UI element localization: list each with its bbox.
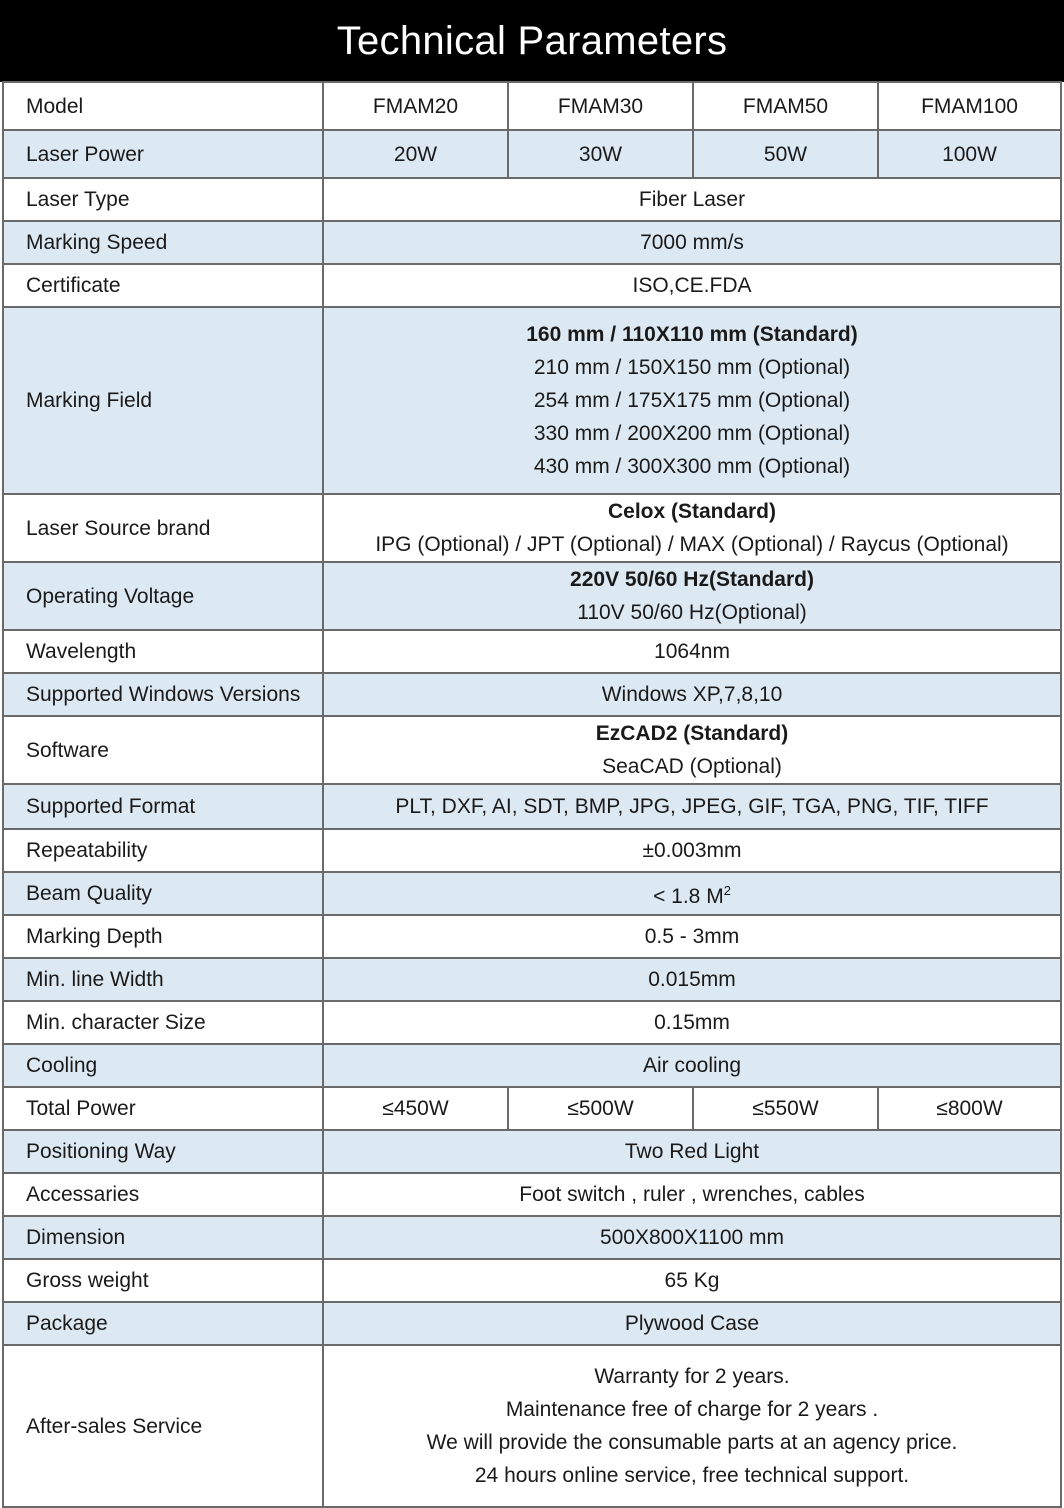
row-label: Laser Type	[3, 178, 323, 221]
optional-option: 254 mm / 175X175 mm (Optional)	[533, 389, 851, 412]
power-cell: 50W	[693, 130, 878, 178]
optional-option: 210 mm / 150X150 mm (Optional)	[533, 356, 851, 379]
row-value	[323, 307, 1061, 494]
total-power-cell: ≤800W	[878, 1087, 1061, 1130]
power-cell: 20W	[323, 130, 508, 178]
standard-option: Celox (Standard)	[607, 500, 777, 523]
row-value: Plywood Case	[323, 1302, 1061, 1345]
row-label: Total Power	[3, 1087, 323, 1130]
row-value: 0.15mm	[323, 1001, 1061, 1044]
row-value: ±0.003mm	[323, 829, 1061, 872]
service-line: Warranty for 2 years.	[594, 1365, 790, 1388]
table-row	[3, 1001, 1061, 1044]
row-value: 500X800X1100 mm	[323, 1216, 1061, 1259]
model-cell: FMAM50	[693, 82, 878, 130]
row-value: 65 Kg	[323, 1259, 1061, 1302]
row-label: Marking Field	[3, 307, 323, 494]
row-label: Cooling	[3, 1044, 323, 1087]
row-value: PLT, DXF, AI, SDT, BMP, JPG, JPEG, GIF, TGA, PNG, TIF, TIFF	[323, 784, 1061, 829]
power-cell: 100W	[878, 130, 1061, 178]
row-value: Air cooling	[323, 1044, 1061, 1087]
row-value: 1064nm	[323, 630, 1061, 673]
table-row	[3, 264, 1061, 307]
row-value: Fiber Laser	[323, 178, 1061, 221]
table-row	[3, 872, 1061, 915]
table-row	[3, 1302, 1061, 1345]
row-value: 7000 mm/s	[323, 221, 1061, 264]
superscript: 2	[723, 883, 731, 898]
model-cell: FMAM30	[508, 82, 693, 130]
spec-table	[2, 81, 1062, 1508]
row-value	[323, 562, 1061, 630]
optional-option: 430 mm / 300X300 mm (Optional)	[533, 455, 851, 478]
table-row	[3, 562, 1061, 630]
row-value: ISO,CE.FDA	[323, 264, 1061, 307]
row-label: Software	[3, 716, 323, 784]
table-row	[3, 1216, 1061, 1259]
row-label: Accessaries	[3, 1173, 323, 1216]
table-row	[3, 1087, 1061, 1130]
service-line: Maintenance free of charge for 2 years .	[505, 1398, 879, 1421]
table-row	[3, 178, 1061, 221]
total-power-cell: ≤450W	[323, 1087, 508, 1130]
table-row	[3, 829, 1061, 872]
model-cell: FMAM20	[323, 82, 508, 130]
optional-option: SeaCAD (Optional)	[602, 755, 782, 778]
row-label: Wavelength	[3, 630, 323, 673]
standard-option: 220V 50/60 Hz(Standard)	[570, 568, 814, 591]
row-value: 0.5 - 3mm	[323, 915, 1061, 958]
beam-quality-value: < 1.8 M	[653, 885, 724, 908]
row-label: Supported Windows Versions	[3, 673, 323, 716]
row-label: Supported Format	[3, 784, 323, 829]
standard-option: EzCAD2 (Standard)	[595, 722, 789, 745]
row-label: After-sales Service	[3, 1345, 323, 1507]
table-row	[3, 130, 1061, 178]
row-label: Model	[3, 82, 323, 130]
row-label: Operating Voltage	[3, 562, 323, 630]
table-row	[3, 1044, 1061, 1087]
page-title: Technical Parameters	[0, 0, 1064, 82]
table-row	[3, 673, 1061, 716]
row-value: Windows XP,7,8,10	[323, 673, 1061, 716]
table-row	[3, 1130, 1061, 1173]
table-row	[3, 221, 1061, 264]
optional-option: 330 mm / 200X200 mm (Optional)	[533, 422, 851, 445]
table-row	[3, 784, 1061, 829]
optional-option: IPG (Optional) / JPT (Optional) / MAX (Optional) / Raycus (Optional)	[375, 533, 1009, 556]
row-value: Two Red Light	[323, 1130, 1061, 1173]
row-label: Marking Speed	[3, 221, 323, 264]
table-row	[3, 494, 1061, 562]
row-value	[323, 494, 1061, 562]
row-value	[323, 1345, 1061, 1507]
model-cell: FMAM100	[878, 82, 1061, 130]
row-label: Laser Power	[3, 130, 323, 178]
service-line: 24 hours online service, free technical support.	[474, 1464, 910, 1487]
row-value	[323, 716, 1061, 784]
row-label: Package	[3, 1302, 323, 1345]
row-value	[323, 872, 1061, 915]
power-cell: 30W	[508, 130, 693, 178]
service-line: We will provide the consumable parts at an agency price.	[426, 1431, 958, 1454]
table-row	[3, 1259, 1061, 1302]
row-label: Dimension	[3, 1216, 323, 1259]
row-label: Marking Depth	[3, 915, 323, 958]
table-row	[3, 307, 1061, 494]
row-label: Repeatability	[3, 829, 323, 872]
row-value: 0.015mm	[323, 958, 1061, 1001]
standard-option: 160 mm / 110X110 mm (Standard)	[526, 323, 858, 346]
row-label: Positioning Way	[3, 1130, 323, 1173]
optional-option: 110V 50/60 Hz(Optional)	[577, 601, 807, 624]
table-row	[3, 630, 1061, 673]
total-power-cell: ≤550W	[693, 1087, 878, 1130]
table-row	[3, 1173, 1061, 1216]
row-label: Min. line Width	[3, 958, 323, 1001]
table-row	[3, 716, 1061, 784]
total-power-cell: ≤500W	[508, 1087, 693, 1130]
table-row	[3, 915, 1061, 958]
row-label: Beam Quality	[3, 872, 323, 915]
table-row	[3, 1345, 1061, 1507]
row-label: Laser Source brand	[3, 494, 323, 562]
row-label: Gross weight	[3, 1259, 323, 1302]
row-label: Min. character Size	[3, 1001, 323, 1044]
row-label: Certificate	[3, 264, 323, 307]
table-row	[3, 958, 1061, 1001]
table-row	[3, 82, 1061, 130]
row-value: Foot switch , ruler , wrenches, cables	[323, 1173, 1061, 1216]
